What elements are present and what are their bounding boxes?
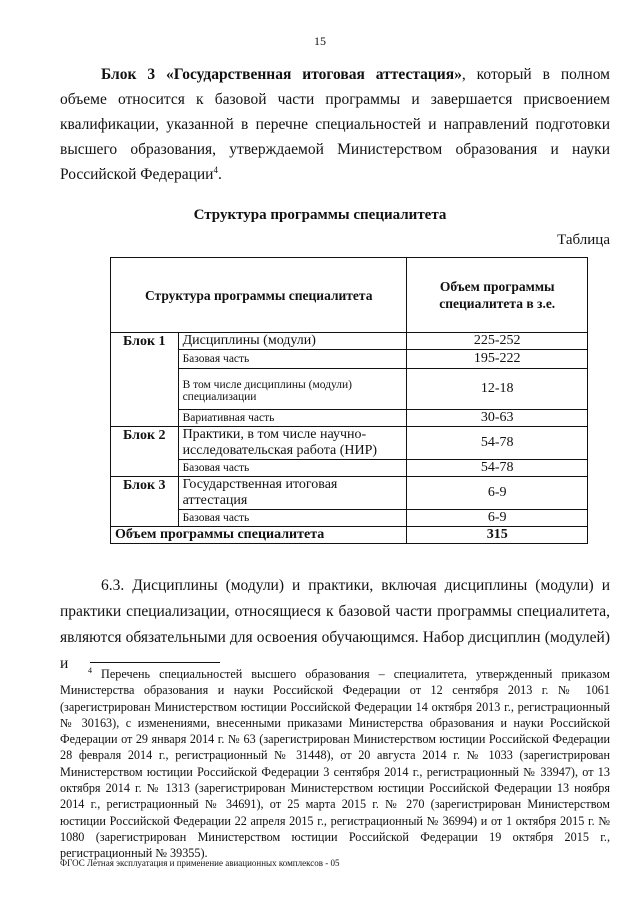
row-name: Вариативная часть	[178, 410, 407, 427]
paragraph-block3-text: , который в полном объеме относится к базовой части программы и завершается присвоением квалификации, указанной в перечне специальностей и направлений подготовки высшего образования, утверждаемой Министерством образования и науки Российской Федерации	[60, 66, 610, 183]
row-volume: 54-78	[407, 427, 588, 460]
page-footer: ФГОС Летная эксплуатация и применение авиационных комплексов - 05	[60, 858, 340, 868]
footnote	[60, 666, 610, 862]
table-label: Таблица	[557, 232, 610, 248]
paragraph-block3-end: .	[217, 166, 222, 183]
header-structure: Структура программы специалитета	[111, 258, 407, 333]
block-label: Блок 2	[111, 427, 179, 477]
block-label: Блок 3	[111, 477, 179, 527]
row-volume: 225-252	[407, 333, 588, 350]
total-label: Объем программы специалитета	[111, 527, 407, 544]
footnote-text: Перечень специальностей высшего образования – специалитета, утвержденный приказом Министерства образования и науки Российской Федерации от 12 сентября 2013 г. № 1061 (зарегистрирован Министерством юстиции Российской Федерации 14 октября 2013 г., регистрационный № 30163), с изменениями, внесенными приказами Министерства образования и науки Российской Федерации от 29 января 2014 г. № 63 (зарегистрирован Министерством юстиции Российской Федерации 28 февраля 2014 г., регистрационный № 31448), от 20 августа 2014 г. № 1033 (зарегистрирован Министерством юстиции Российской Федерации 3 сентября 2014 г., регистрационный № 33947), от 13 октября 2014 г. № 1313 (зарегистрирован Министерством юстиции Российской Федерации 13 ноября 2014 г., регистрационный № 34691), от 25 марта 2015 г. № 270 (зарегистрирован Министерством юстиции Российской Федерации 22 апреля 2015 г., регистрационный № 36994) и от 1 октября 2015 г. № 1080 (зарегистрирован Министерством юстиции Российской Федерации 19 октября 2015 г., регистрационный № 39355).	[60, 667, 610, 861]
row-name: Практики, в том числе научно-исследовательская работа (НИР)	[178, 427, 407, 460]
table-header-row	[111, 258, 588, 333]
table-row	[111, 410, 588, 427]
row-name: Дисциплины (модули)	[178, 333, 407, 350]
table-row	[111, 333, 588, 350]
table-title: Структура программы специалитета	[193, 207, 447, 223]
table-row	[111, 510, 588, 527]
table-row	[111, 350, 588, 369]
row-name: Базовая часть	[178, 350, 407, 369]
footnote-ref[interactable]: 4	[213, 164, 218, 175]
row-volume: 54-78	[407, 460, 588, 477]
footnote-number: 4	[88, 665, 92, 675]
row-name: Базовая часть	[178, 510, 407, 527]
program-structure-table	[110, 257, 588, 544]
row-volume: 12-18	[407, 369, 588, 410]
row-name: Государственная итоговая аттестация	[178, 477, 407, 510]
header-volume: Объем программы специалитета в з.е.	[407, 258, 588, 333]
table-row	[111, 460, 588, 477]
row-name: В том числе дисциплины (модули) специализации	[178, 369, 407, 410]
row-volume: 30-63	[407, 410, 588, 427]
row-name: Базовая часть	[178, 460, 407, 477]
table-total-row	[111, 527, 588, 544]
row-volume: 6-9	[407, 510, 588, 527]
paragraph-6-3: 6.3. Дисциплины (модули) и практики, включая дисциплины (модули) и практики специализации, относящиеся к базовой части программы специалитета, являются обязательными для освоения обучающимся. Набор дисциплин (модулей) и	[60, 577, 610, 672]
row-volume: 195-222	[407, 350, 588, 369]
page-number: 15	[314, 34, 326, 48]
table-row	[111, 427, 588, 460]
table-row	[111, 369, 588, 410]
row-volume: 6-9	[407, 477, 588, 510]
paragraph-block3	[60, 62, 610, 187]
block-label: Блок 1	[111, 333, 179, 427]
total-volume: 315	[407, 527, 588, 544]
footnote-divider	[90, 662, 220, 663]
table-row	[111, 477, 588, 510]
paragraph-block3-bold: Блок 3 «Государственная итоговая аттестация»	[101, 66, 462, 83]
